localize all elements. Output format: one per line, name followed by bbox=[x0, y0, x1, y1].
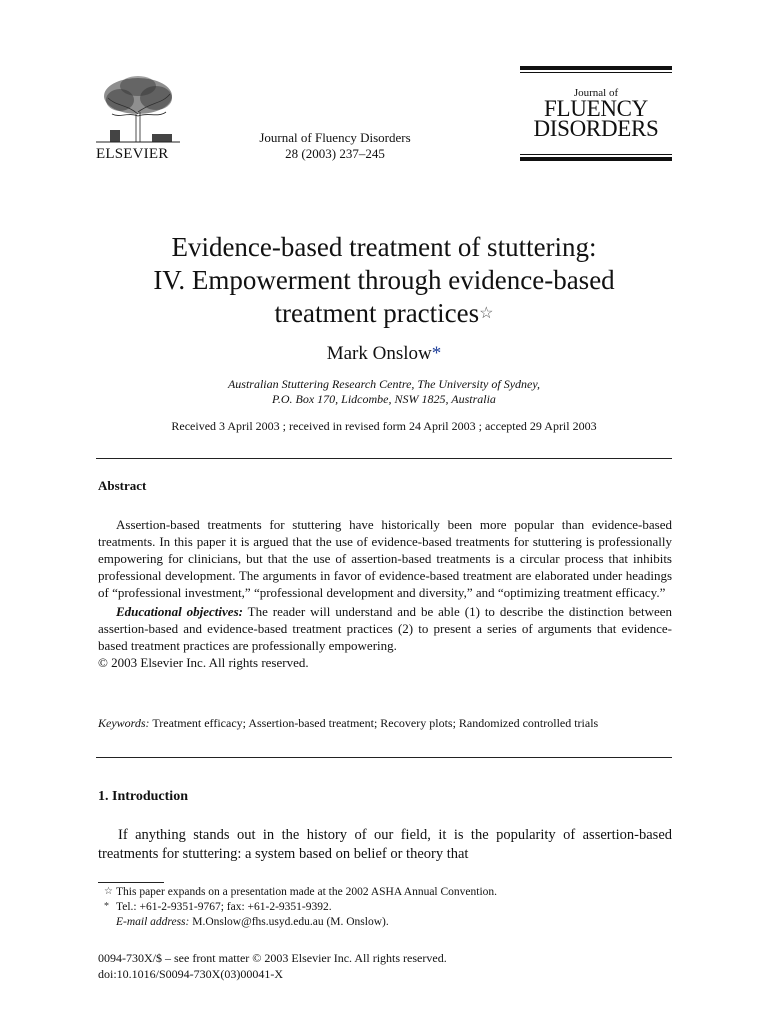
footnote-text: This paper expands on a presentation made at the 2002 ASHA Annual Convention. bbox=[116, 886, 498, 898]
footnote-item bbox=[98, 900, 672, 915]
publisher-name: ELSEVIER bbox=[96, 146, 169, 162]
masthead-line-1: FLUENCY bbox=[544, 96, 648, 121]
abstract-heading: Abstract bbox=[98, 478, 147, 493]
affiliation-line-2: P.O. Box 170, Lidcombe, NSW 1825, Australia bbox=[272, 392, 496, 406]
journal-citation: 28 (2003) 237–245 bbox=[285, 146, 385, 161]
journal-info bbox=[230, 130, 440, 162]
keywords bbox=[98, 715, 672, 731]
masthead-small-text: Journal of bbox=[573, 87, 619, 99]
article-title bbox=[100, 231, 668, 330]
objectives-text: The reader will understand and be able (1) to describe the distinction between assertion-based and evidence-based treatment practices (2) to present a series of arguments that evidence-based treatment practices are professionally empowering. bbox=[98, 604, 672, 653]
footnote-item bbox=[98, 915, 672, 930]
received-dates: Received 3 April 2003 ; received in revised form 24 April 2003 ; accepted 29 April 2003 bbox=[171, 419, 597, 433]
email-label: E-mail address: bbox=[116, 916, 190, 928]
introduction-text: If anything stands out in the history of our field, it is the popularity of assertion-based treatments for stuttering: a system based on belief or theory that bbox=[98, 827, 672, 862]
footnote-star-icon: ☆ bbox=[104, 886, 113, 897]
objectives-label: Educational objectives: bbox=[116, 604, 243, 619]
doi-link[interactable]: doi:10.1016/S0094-730X(03)00041-X bbox=[98, 967, 283, 981]
divider-bottom bbox=[96, 757, 672, 758]
keywords-text: Treatment efficacy; Assertion-based treatment; Recovery plots; Randomized controlled trials bbox=[149, 716, 599, 730]
title-line-1: Evidence-based treatment of stuttering: bbox=[171, 232, 597, 262]
section-heading-introduction: 1. Introduction bbox=[98, 789, 188, 804]
front-matter bbox=[98, 950, 672, 982]
author-name: Mark Onslow bbox=[326, 343, 432, 364]
footnote-text: Tel.: +61-2-9351-9767; fax: +61-2-9351-9392. bbox=[116, 901, 332, 913]
issn-line: 0094-730X/$ – see front matter © 2003 Elsevier Inc. All rights reserved. bbox=[98, 951, 447, 965]
footnote-item bbox=[98, 885, 672, 900]
author-footnote-link[interactable]: * bbox=[431, 343, 442, 364]
affiliation bbox=[100, 377, 668, 407]
divider-top bbox=[96, 458, 672, 459]
masthead-rule-bottom-thin bbox=[520, 154, 672, 155]
masthead-line-2: DISORDERS bbox=[533, 116, 659, 141]
keywords-label: Keywords: bbox=[98, 716, 150, 730]
title-line-2: IV. Empowerment through evidence-based bbox=[153, 265, 615, 295]
journal-name: Journal of Fluency Disorders bbox=[259, 130, 411, 145]
footnotes bbox=[98, 885, 672, 930]
masthead-rule-top bbox=[520, 66, 672, 70]
masthead-rule-bottom bbox=[520, 157, 672, 161]
abstract-copyright: © 2003 Elsevier Inc. All rights reserved. bbox=[98, 655, 309, 670]
elsevier-logo bbox=[96, 74, 180, 162]
affiliation-line-1: Australian Stuttering Research Centre, The University of Sydney, bbox=[227, 377, 541, 391]
footnote-asterisk: * bbox=[104, 901, 109, 912]
masthead-rule-top-thin bbox=[520, 72, 672, 73]
abstract-body bbox=[98, 516, 672, 671]
author-line bbox=[100, 343, 668, 365]
title-line-3: treatment practices bbox=[274, 298, 480, 328]
journal-masthead bbox=[520, 66, 672, 139]
abstract-paragraph: Assertion-based treatments for stuttering have historically been more popular than evidence-based treatments. In this paper it is argued that the use of evidence-based treatments for stuttering is professionally empowering for clinicians, but that the use of assertion-based treatments is a circular process that inhibits professional development. The arguments in favor of evidence-based treatment are elaborated under headings of “professional investment,” “professional development and diversity,” and “optimizing treatment efficacy.” bbox=[98, 517, 672, 600]
tree-emblem-icon bbox=[96, 74, 180, 144]
title-footnote-star-icon[interactable]: ☆ bbox=[479, 305, 494, 322]
email-address-link[interactable]: M.Onslow@fhs.usyd.edu.au (M. Onslow). bbox=[189, 916, 389, 928]
footnote-rule bbox=[98, 882, 164, 883]
